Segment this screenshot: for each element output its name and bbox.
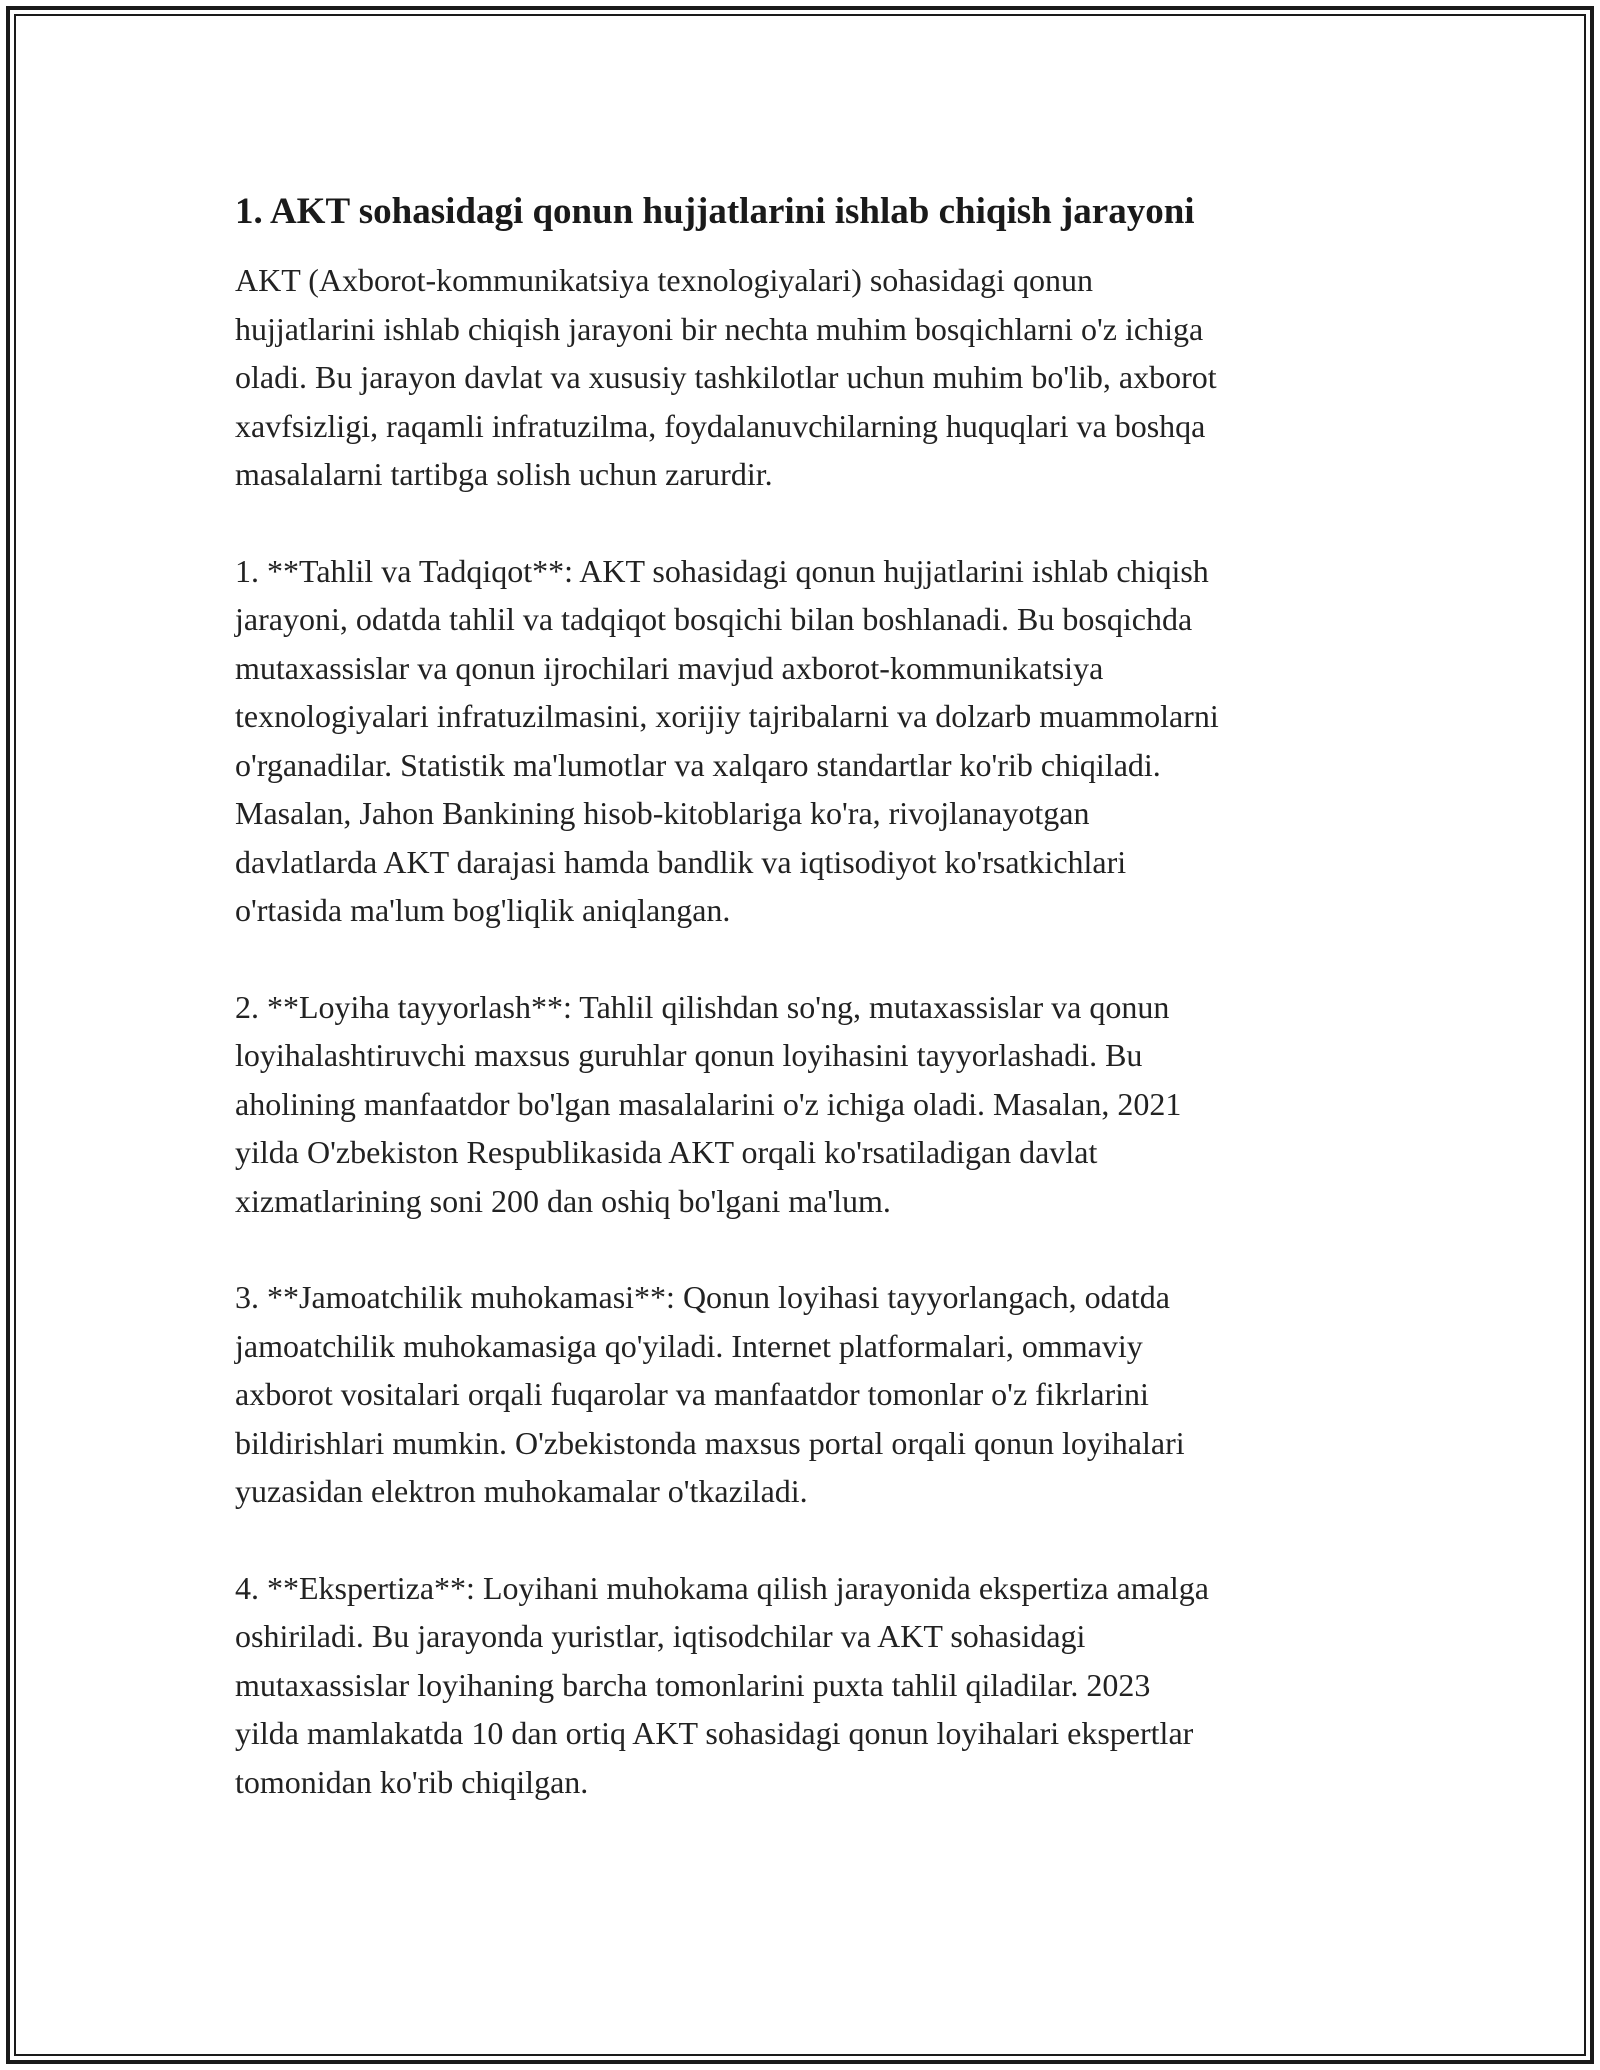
paragraph-line: 4. **Ekspertiza**: Loyihani muhokama qilish jarayonida ekspertiza amalga [235,1569,1209,1606]
paragraph-line: 1. **Tahlil va Tadqiqot**: AKT sohasidagi qonun hujjatlarini ishlab chiqish [235,552,1209,589]
paragraph-line: AKT (Axborot-kommunikatsiya texnologiyalari) sohasidagi qonun [235,262,1093,298]
paragraph-line: tomonidan ko'rib chiqilgan. [235,1763,589,1800]
paragraph-line: mutaxassislar loyihaning barcha tomonlarini puxta tahlil qiladilar. 2023 [235,1666,1151,1703]
paragraph-line: o'rganadilar. Statistik ma'lumotlar va xalqaro standartlar ko'rib chiqiladi. [235,746,1161,783]
paragraph-line: masalalarni tartibga solish uchun zarurdir. [235,456,773,492]
paragraph [235,1564,1365,1807]
paragraph-line: xizmatlarining soni 200 dan oshiq bo'lgani ma'lum. [235,1182,891,1219]
paragraph-line: o'rtasida ma'lum bog'liqlik aniqlangan. [235,892,731,928]
paragraph [235,256,1365,499]
paragraph [235,1273,1365,1516]
paragraph-line: loyihalashtiruvchi maxsus guruhlar qonun loyihasini tayyorlashadi. Bu [235,1037,1143,1073]
paragraph [235,983,1365,1226]
paragraph-list [235,256,1365,1806]
paragraph-line: axborot vositalari orqali fuqarolar va manfaatdor tomonlar o'z fikrlarini [235,1376,1149,1412]
document-title: 1. AKT sohasidagi qonun hujjatlarini ishlab chiqish jarayoni [235,191,1195,232]
paragraph-line: yilda mamlakatda 10 dan ortiq AKT sohasidagi qonun loyihalari ekspertlar [235,1715,1194,1751]
paragraph-line: jarayoni, odatda tahlil va tadqiqot bosqichi bilan boshlanadi. Bu bosqichda [235,601,1193,637]
paragraph-line: yuzasidan elektron muhokamalar o'tkaziladi. [235,1473,808,1509]
paragraph-line: jamoatchilik muhokamasiga qo'yiladi. Internet platformalari, ommaviy [235,1327,1143,1364]
paragraph-line: davlatlarda AKT darajasi hamda bandlik va iqtisodiyot ko'rsatkichlari [235,843,1127,880]
paragraph-line: oshiriladi. Bu jarayonda yuristlar, iqtisodchilar va AKT sohasidagi [235,1618,1086,1654]
paragraph-line: bildirishlari mumkin. O'zbekistonda maxsus portal orqali qonun loyihalari [235,1424,1185,1461]
paragraph-line: oladi. Bu jarayon davlat va xususiy tashkilotlar uchun muhim bo'lib, axborot [235,359,1217,395]
paragraph-line: texnologiyalari infratuzilmasini, xorijiy tajribalarni va dolzarb muammolarni [235,698,1219,734]
paragraph-line: mutaxassislar va qonun ijrochilari mavjud axborot-kommunikatsiya [235,649,1104,686]
paragraph-line: 3. **Jamoatchilik muhokamasi**: Qonun loyihasi tayyorlangach, odatda [235,1279,1170,1315]
paragraph-line: yilda O'zbekiston Respublikasida AKT orqali ko'rsatiladigan davlat [235,1134,1098,1170]
paragraph-line: xavfsizligi, raqamli infratuzilma, foydalanuvchilarning huquqlari va boshqa [235,407,1206,444]
paragraph-line: hujjatlarini ishlab chiqish jarayoni bir nechta muhim bosqichlarni o'z ichiga [235,310,1204,347]
paragraph [235,547,1365,935]
paragraph-line: 2. **Loyiha tayyorlash**: Tahlil qilishdan so'ng, mutaxassislar va qonun [235,988,1170,1025]
paragraph-line: aholining manfaatdor bo'lgan masalalarini o'z ichiga oladi. Masalan, 2021 [235,1085,1182,1122]
document-body [235,186,1365,1854]
paragraph-line: Masalan, Jahon Bankining hisob-kitoblariga ko'ra, rivojlanayotgan [235,795,1090,831]
